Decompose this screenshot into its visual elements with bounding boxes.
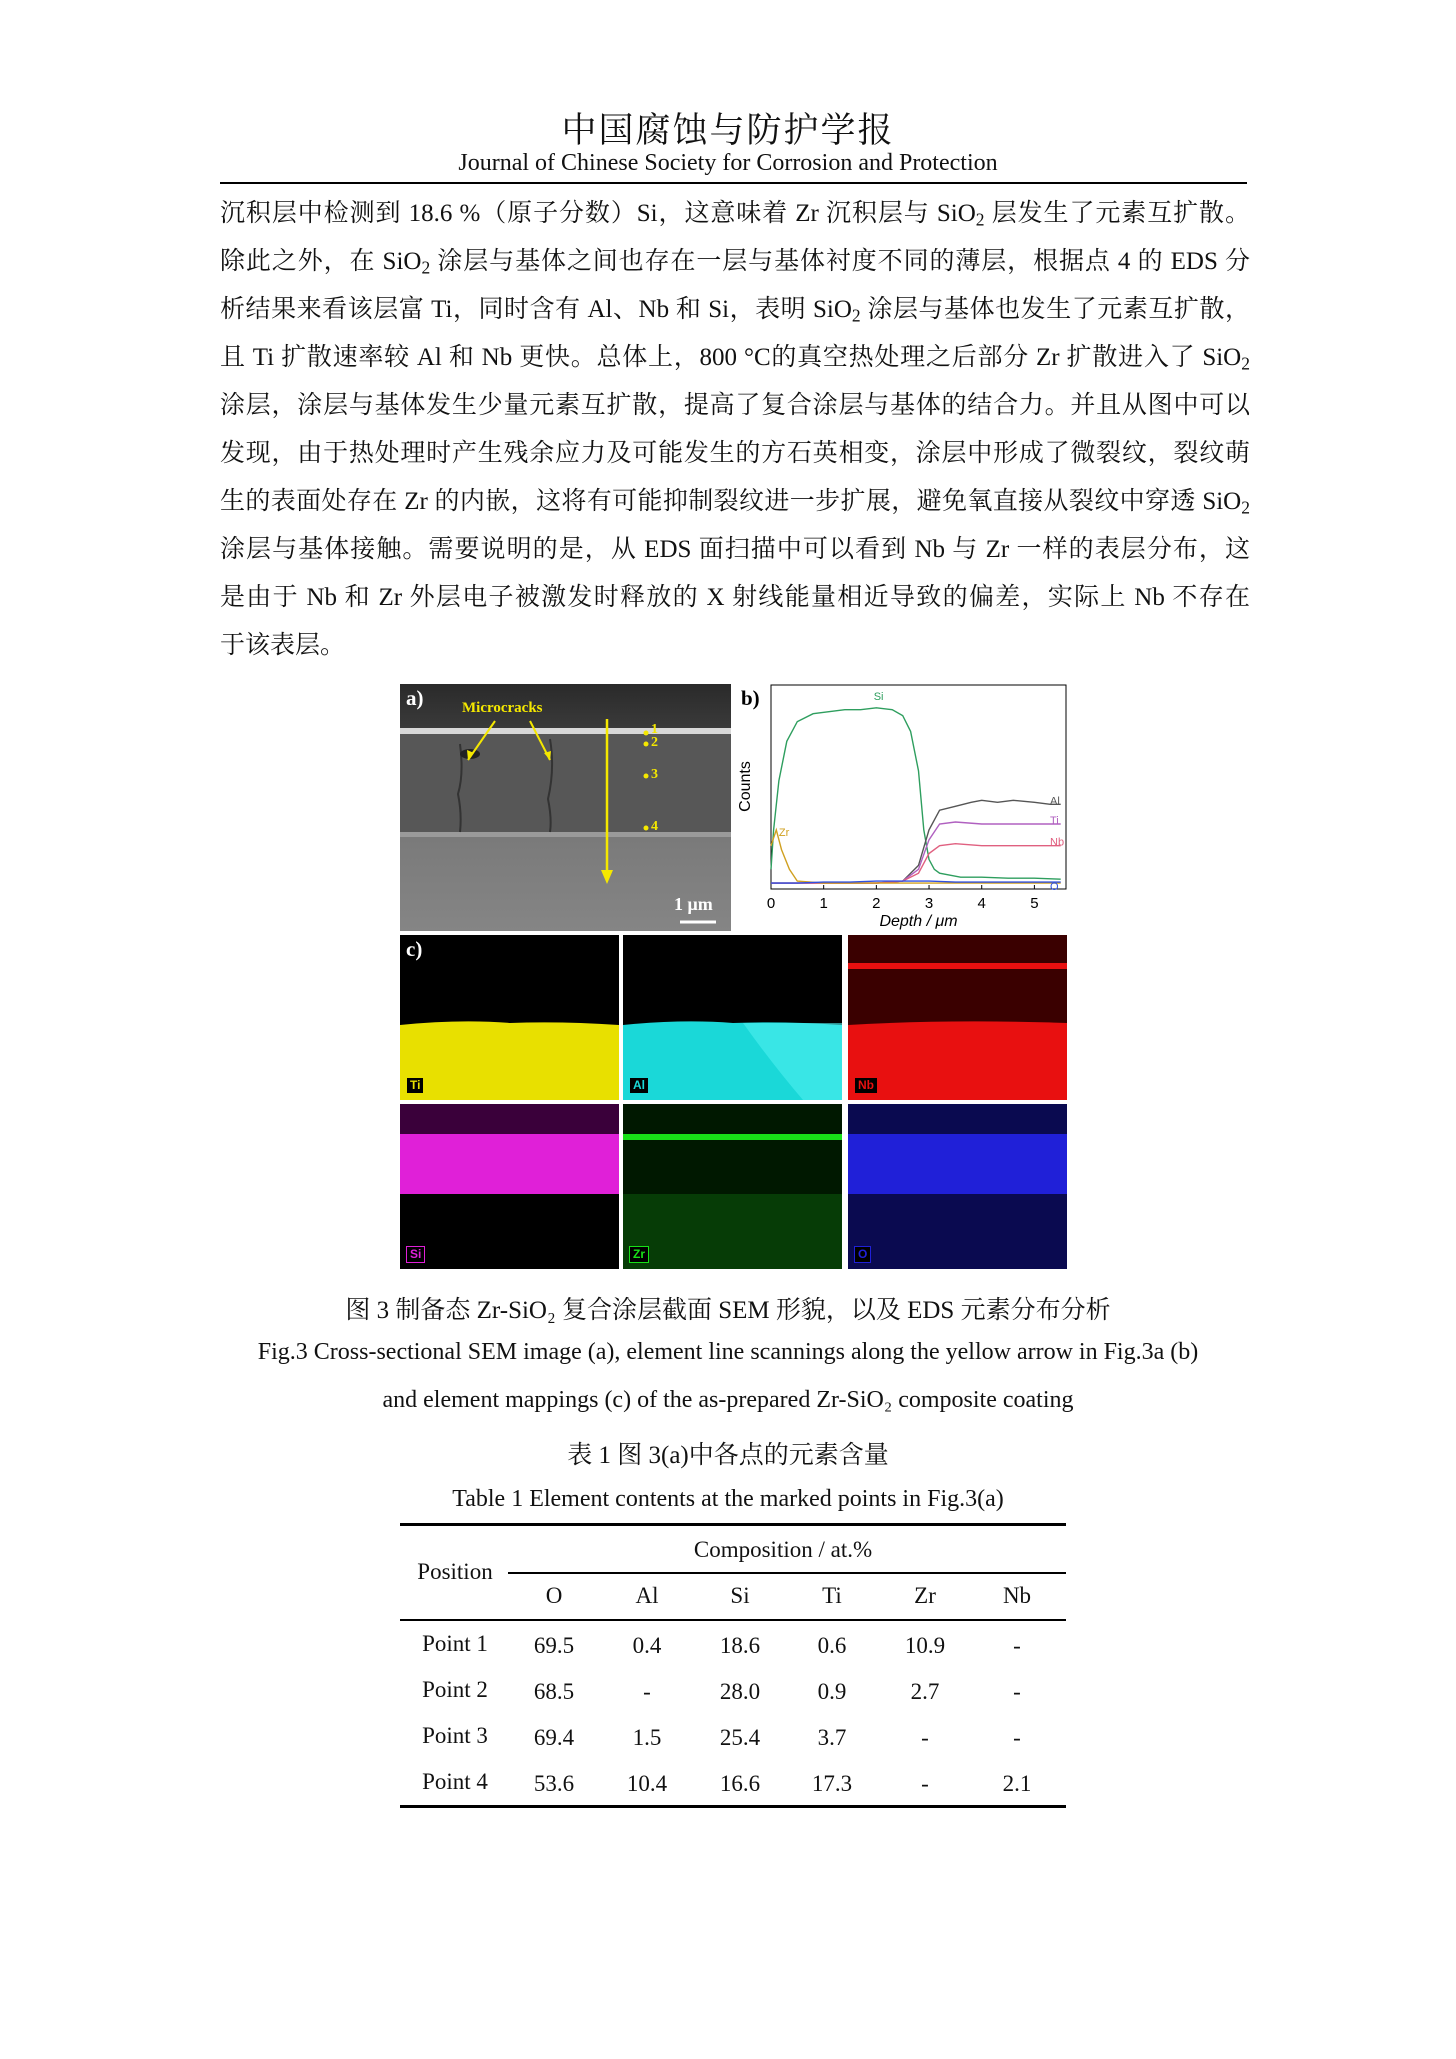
header-rule — [220, 182, 1247, 184]
table-caption-en: Table 1 Element contents at the marked points in Fig.3(a) — [452, 1486, 1004, 1512]
table-cell: - — [643, 1679, 651, 1704]
table-cell: 10.9 — [904, 1633, 946, 1658]
eds-map-o — [848, 1104, 1067, 1269]
series-label-zr: Zr — [778, 826, 790, 839]
eds-map-label: Nb — [854, 1077, 878, 1094]
table-cell: 0.4 — [632, 1633, 662, 1658]
journal-title-en: Journal of Chinese Society for Corrosion and Protection — [458, 150, 998, 176]
text-run: 且 Ti 扩散速率较 Al 和 Nb 更快。总体上，800 °C的真空热处理之后部分 Zr 扩散进入了 SiO — [220, 344, 1242, 371]
x-tick-label: 4 — [977, 895, 986, 912]
point-3-label: 3 — [651, 767, 658, 782]
panel-c-label: c) — [406, 937, 423, 961]
body-line — [220, 622, 1250, 670]
subscript: 2 — [975, 209, 985, 230]
text-run: 涂层，涂层与基体发生少量元素互扩散，提高了复合涂层与基体的结合力。并且从图中可以 — [220, 392, 1250, 419]
body-line — [220, 526, 1250, 574]
body-line — [220, 574, 1250, 622]
text-run: 涂层与基体之间也存在一层与基体衬度不同的薄层，根据点 4 的 EDS 分 — [430, 248, 1251, 275]
series-line-nb — [771, 844, 1061, 883]
eds-map-si — [400, 1104, 619, 1269]
subscript: 2 — [1241, 353, 1250, 374]
line-scan-panel — [733, 684, 1071, 931]
table-cell: 18.6 — [719, 1633, 761, 1658]
series-label-si: Si — [873, 690, 884, 703]
table-col-header: Ti — [822, 1583, 842, 1608]
sem-image-panel — [400, 684, 731, 931]
table-top-rule — [400, 1523, 1066, 1526]
text-run: 涂层与基体接触。需要说明的是，从 EDS 面扫描中可以看到 Nb 与 Zr 一样的表层分布，这 — [220, 536, 1250, 563]
table-cell: 17.3 — [811, 1771, 853, 1796]
eds-map-label: O — [854, 1246, 871, 1263]
table-cell: 69.5 — [533, 1633, 575, 1658]
table-cell: 10.4 — [626, 1771, 668, 1796]
table-cell: - — [1013, 1679, 1021, 1704]
text-run: 生的表面处存在 Zr 的内嵌，这将有可能抑制裂纹进一步扩展，避免氧直接从裂纹中穿透 SiO — [220, 488, 1242, 515]
table-group-header: Composition / at.% — [693, 1537, 873, 1562]
point-4-label: 4 — [651, 819, 658, 834]
eds-map-al — [623, 935, 842, 1100]
microcracks-label: Microcracks — [462, 700, 543, 716]
table-col-header: Nb — [1002, 1583, 1032, 1608]
table-cell: 2.1 — [1002, 1771, 1032, 1796]
table-cell: 28.0 — [719, 1679, 761, 1704]
table-cell: - — [921, 1771, 929, 1796]
x-tick-label: 3 — [924, 895, 934, 912]
panel-b-label: b) — [741, 686, 760, 710]
series-label-ti: Ti — [1050, 814, 1059, 827]
table-cell: - — [1013, 1633, 1021, 1658]
table-position-header: Position — [417, 1559, 493, 1584]
table-cell: - — [921, 1725, 929, 1750]
chart-frame — [771, 685, 1066, 889]
table-col-header: Si — [730, 1583, 750, 1608]
x-tick-label: 1 — [819, 895, 828, 912]
subscript: 2 — [851, 305, 861, 326]
table-col-header: Al — [635, 1583, 659, 1608]
table-header-rule — [400, 1619, 1066, 1621]
series-label-nb: Nb — [1050, 836, 1065, 849]
body-line — [220, 190, 1250, 238]
body-line — [220, 478, 1250, 526]
x-tick-label: 5 — [1030, 895, 1039, 912]
body-line — [220, 334, 1250, 382]
series-line-si — [771, 708, 1061, 879]
text-run: 层发生了元素互扩散。 — [984, 200, 1250, 227]
body-line — [220, 382, 1250, 430]
table-cell: 0.6 — [817, 1633, 847, 1658]
text-run: 除此之外，在 SiO — [220, 248, 422, 275]
point-2-label: 2 — [651, 735, 658, 750]
point-1-label: 1 — [651, 722, 658, 737]
composition-table — [400, 1523, 1066, 1823]
subscript: 2 — [1241, 497, 1250, 518]
text-run: 是由于 Nb 和 Zr 外层电子被激发时释放的 X 射线能量相近导致的偏差，实际上 Nb 不存在 — [220, 584, 1250, 611]
table-cell: - — [1013, 1725, 1021, 1750]
figure-caption-en-line2: and element mappings (c) of the as-prepared Zr-SiO₂ composite coating — [382, 1387, 1074, 1413]
table-cell: 2.7 — [910, 1679, 940, 1704]
x-tick-label: 2 — [872, 895, 881, 912]
eds-map-ti — [400, 935, 619, 1100]
series-label-o: O — [1050, 881, 1059, 894]
subscript: 2 — [421, 257, 431, 278]
table-cell: 0.9 — [817, 1679, 847, 1704]
table-cell: 3.7 — [817, 1725, 847, 1750]
table-cell: 69.4 — [533, 1725, 575, 1750]
eds-map-label: Zr — [629, 1246, 649, 1263]
eds-map-label: Si — [406, 1246, 425, 1263]
y-axis-label: Counts — [737, 761, 754, 812]
body-line — [220, 286, 1250, 334]
figure-caption-en-line1: Fig.3 Cross-sectional SEM image (a), element line scannings along the yellow arrow in Fig.3a (b) — [257, 1339, 1199, 1365]
table-col-header: O — [545, 1583, 563, 1608]
table-cell: 68.5 — [533, 1679, 575, 1704]
body-line — [220, 238, 1250, 286]
panel-a-label: a) — [406, 686, 424, 710]
table-row-label: Point 2 — [422, 1677, 488, 1702]
text-run: 析结果来看该层富 Ti，同时含有 Al、Nb 和 Si，表明 SiO — [220, 296, 852, 323]
eds-map-nb — [848, 935, 1067, 1100]
figure-caption-cn: 图 3 制备态 Zr-SiO₂ 复合涂层截面 SEM 形貌，以及 EDS 元素分布分析 — [345, 1297, 1111, 1324]
text-run: 涂层与基体也发生了元素互扩散， — [860, 296, 1250, 323]
text-run: 沉积层中检测到 18.6 %（原子分数）Si，这意味着 Zr 沉积层与 SiO — [220, 200, 976, 227]
line-scan-chart — [733, 684, 1071, 931]
eds-map-zr — [623, 1104, 842, 1269]
table-cell: 1.5 — [632, 1725, 662, 1750]
table-cell: 16.6 — [719, 1771, 761, 1796]
x-axis-label: Depth / μm — [879, 913, 958, 930]
eds-map-label: Al — [629, 1077, 649, 1094]
body-paragraph — [220, 190, 1250, 670]
table-caption-cn: 表 1 图 3(a)中各点的元素含量 — [567, 1442, 889, 1469]
table-cell: 53.6 — [533, 1771, 575, 1796]
table-group-rule — [508, 1572, 1066, 1574]
text-run: 发现，由于热处理时产生残余应力及可能发生的方石英相变，涂层中形成了微裂纹，裂纹萌 — [220, 440, 1250, 467]
table-bottom-rule — [400, 1805, 1066, 1808]
journal-title-cn: 中国腐蚀与防护学报 — [561, 111, 895, 150]
table-col-header: Zr — [914, 1583, 936, 1608]
table-row-label: Point 4 — [422, 1769, 488, 1794]
table-cell: 25.4 — [719, 1725, 761, 1750]
table-row-label: Point 3 — [422, 1723, 488, 1748]
eds-map-label: Ti — [406, 1077, 424, 1094]
series-label-al: Al — [1050, 795, 1060, 808]
x-tick-label: 0 — [766, 895, 776, 912]
scale-bar-label: 1 μm — [674, 894, 713, 914]
body-line — [220, 430, 1250, 478]
table-row-label: Point 1 — [422, 1631, 488, 1656]
text-run: 于该表层。 — [220, 632, 346, 659]
